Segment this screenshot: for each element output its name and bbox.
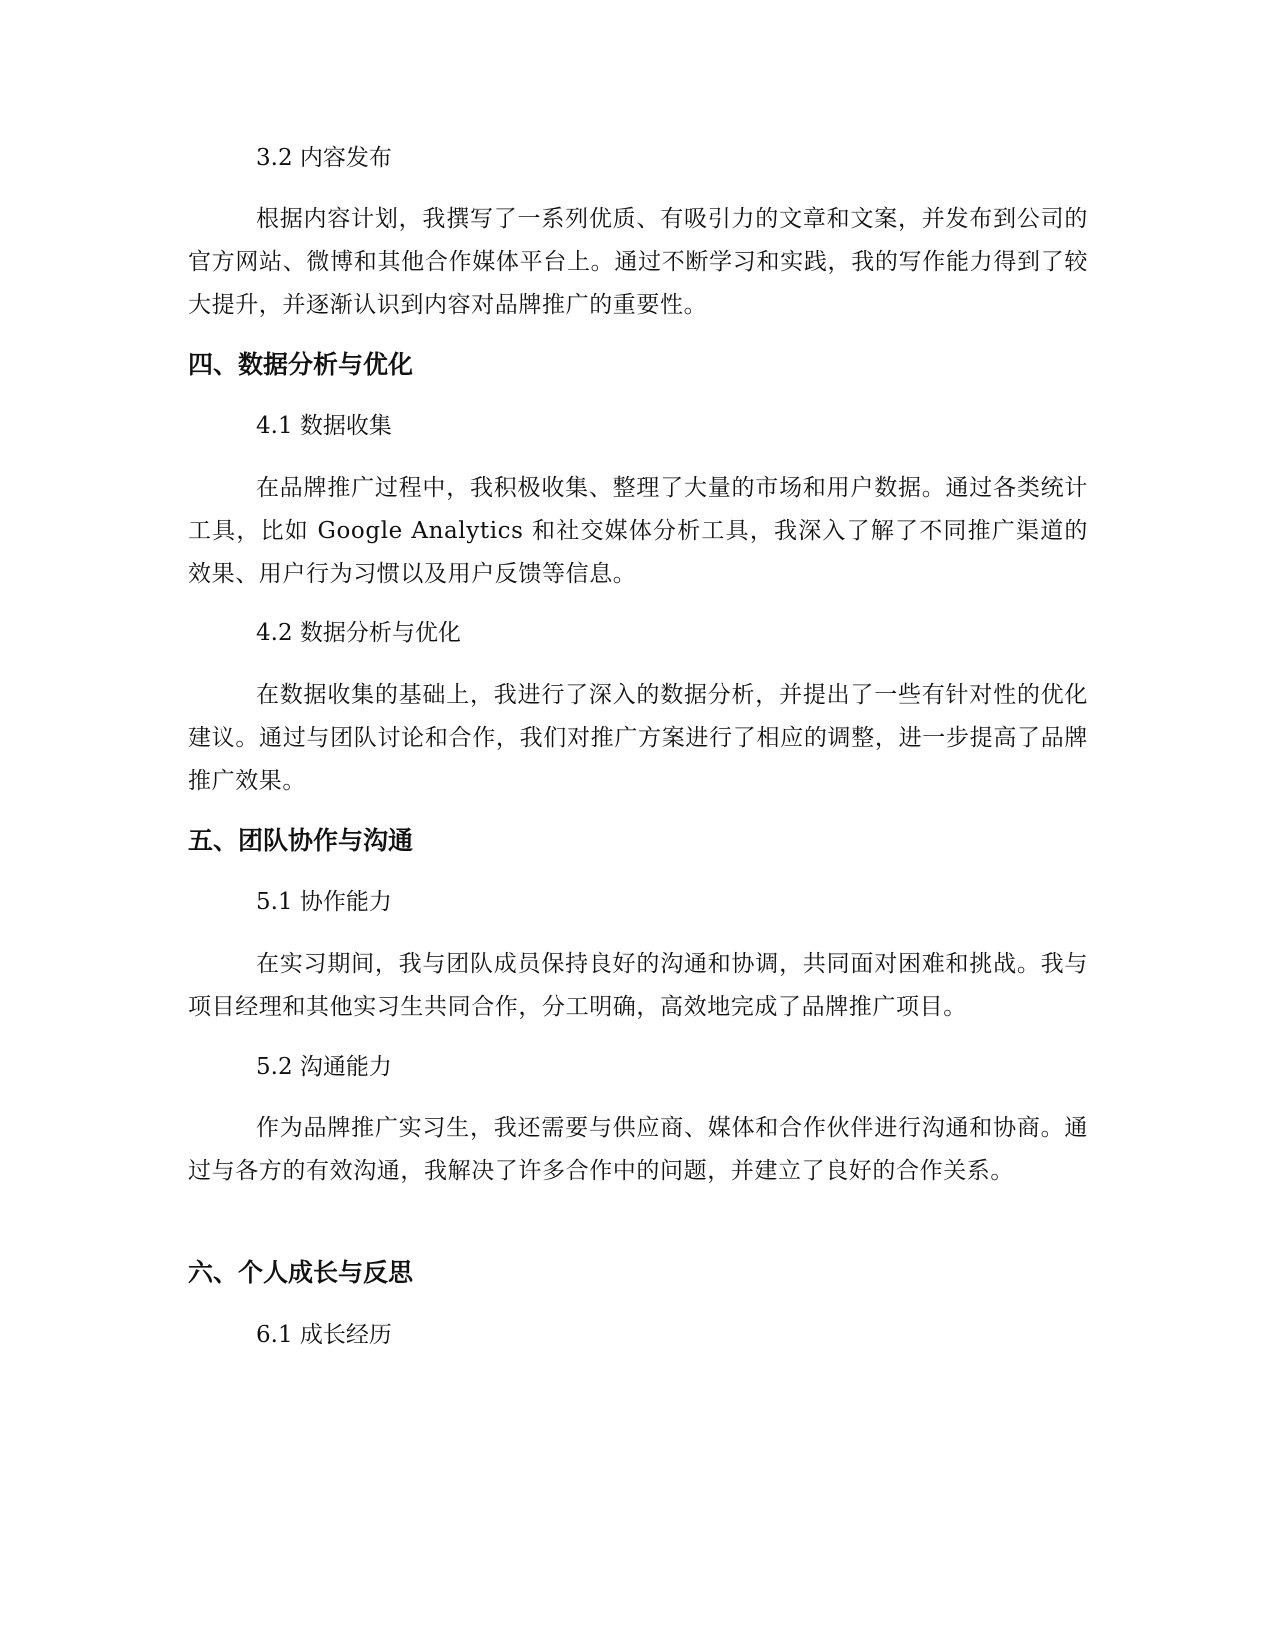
paragraph-4-1: 在品牌推广过程中，我积极收集、整理了大量的市场和用户数据。通过各类统计工具，比如 Google Analytics 和社交媒体分析工具，我深入了解了不同推广渠道的效果、用户行为习惯以及用户反馈等信息。 xyxy=(188,475,1088,587)
subheading-5-2: 5.2 沟通能力 xyxy=(256,1054,392,1080)
paragraph-3-2: 根据内容计划，我撰写了一系列优质、有吸引力的文章和文案，并发布到公司的官方网站、微博和其他合作媒体平台上。通过不断学习和实践，我的写作能力得到了较大提升，并逐渐认识到内容对品牌推广的重要性。 xyxy=(188,206,1088,318)
paragraph-5-2: 作为品牌推广实习生，我还需要与供应商、媒体和合作伙伴进行沟通和协商。通过与各方的有效沟通，我解决了许多合作中的问题，并建立了良好的合作关系。 xyxy=(188,1115,1088,1184)
subheading-5-1: 5.1 协作能力 xyxy=(256,889,392,915)
subheading-4-1: 4.1 数据收集 xyxy=(256,413,392,439)
section-heading-4: 四、数据分析与优化 xyxy=(188,350,414,379)
paragraph-5-1: 在实习期间，我与团队成员保持良好的沟通和协调，共同面对困难和挑战。我与项目经理和其他实习生共同合作，分工明确，高效地完成了品牌推广项目。 xyxy=(188,951,1088,1020)
section-heading-5: 五、团队协作与沟通 xyxy=(188,826,414,855)
subheading-6-1: 6.1 成长经历 xyxy=(256,1322,392,1348)
section-heading-6: 六、个人成长与反思 xyxy=(188,1258,414,1287)
paragraph-4-2: 在数据收集的基础上，我进行了深入的数据分析，并提出了一些有针对性的优化建议。通过与团队讨论和合作，我们对推广方案进行了相应的调整，进一步提高了品牌推广效果。 xyxy=(188,682,1088,794)
subheading-4-2: 4.2 数据分析与优化 xyxy=(256,620,461,646)
subheading-3-2: 3.2 内容发布 xyxy=(256,145,392,171)
